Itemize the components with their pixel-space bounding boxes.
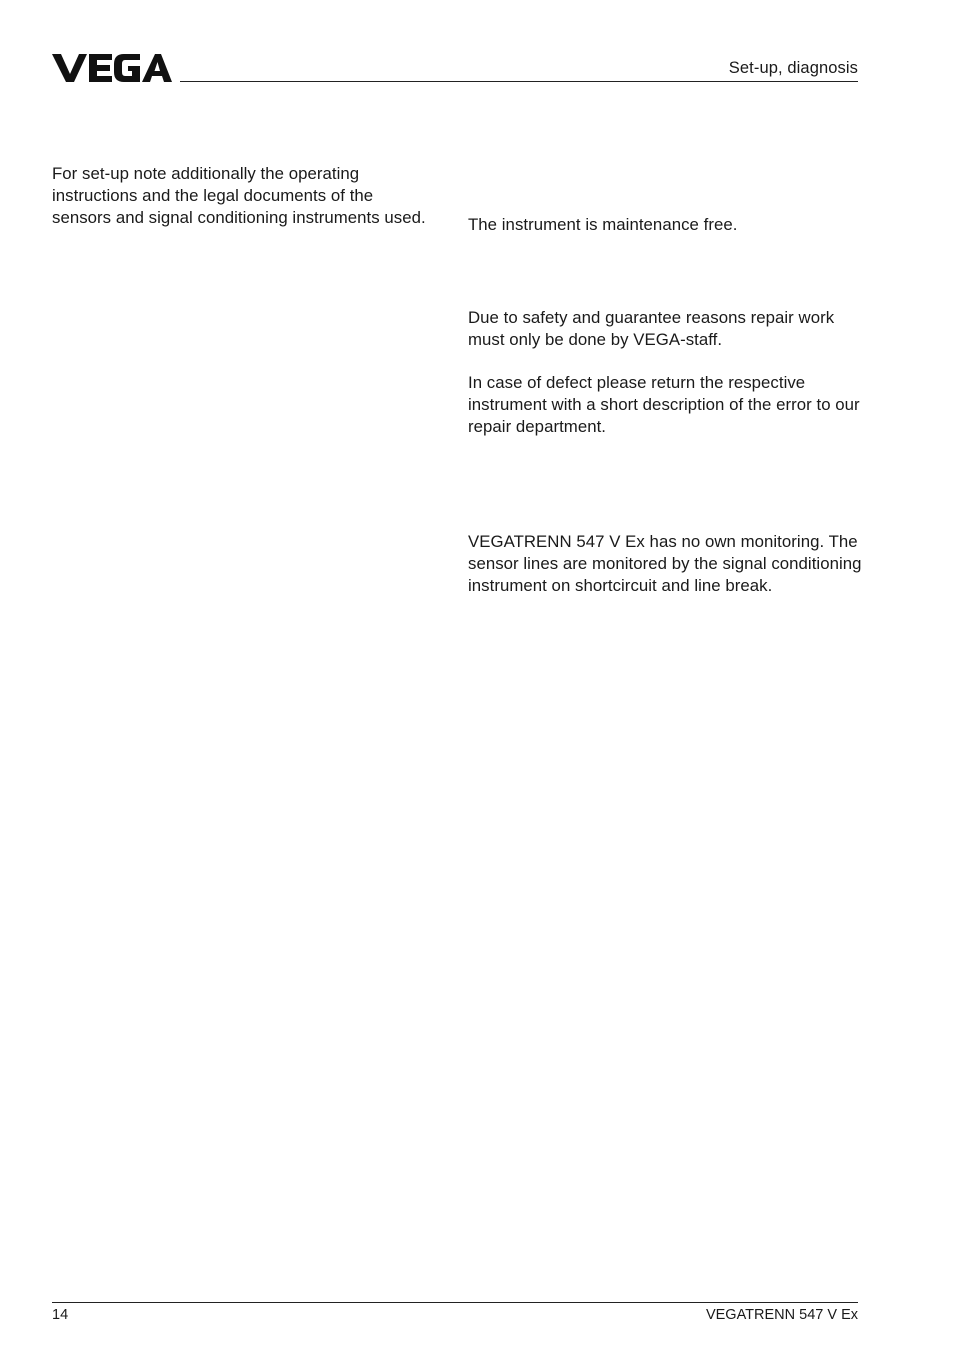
footer-rule	[52, 1302, 858, 1303]
vega-logo-graphic	[52, 50, 172, 86]
repair-paragraph-1: Due to safety and guarantee reasons repair work must only be done by VEGA-staff.	[468, 308, 835, 349]
maintenance-paragraph: The instrument is maintenance free.	[468, 215, 738, 234]
vega-logo	[52, 50, 172, 86]
section-title: Set-up, diagnosis	[728, 59, 858, 77]
header-rule	[180, 81, 858, 82]
product-name: VEGATRENN 547 V Ex	[705, 1307, 858, 1323]
setup-note-paragraph: For set-up note additionally the operating instructions and the legal documents of the sensors and signal conditioning instruments used.	[52, 164, 426, 227]
monitoring-paragraph: VEGATRENN 547 V Ex has no own monitoring. The sensor lines are monitored by the signal conditioning instrument on shortcircuit and line break.	[468, 532, 862, 595]
repair-paragraph-2: In case of defect please return the respective instrument with a short description of the error to our repair department.	[468, 373, 860, 436]
page-number: 14	[52, 1307, 69, 1323]
